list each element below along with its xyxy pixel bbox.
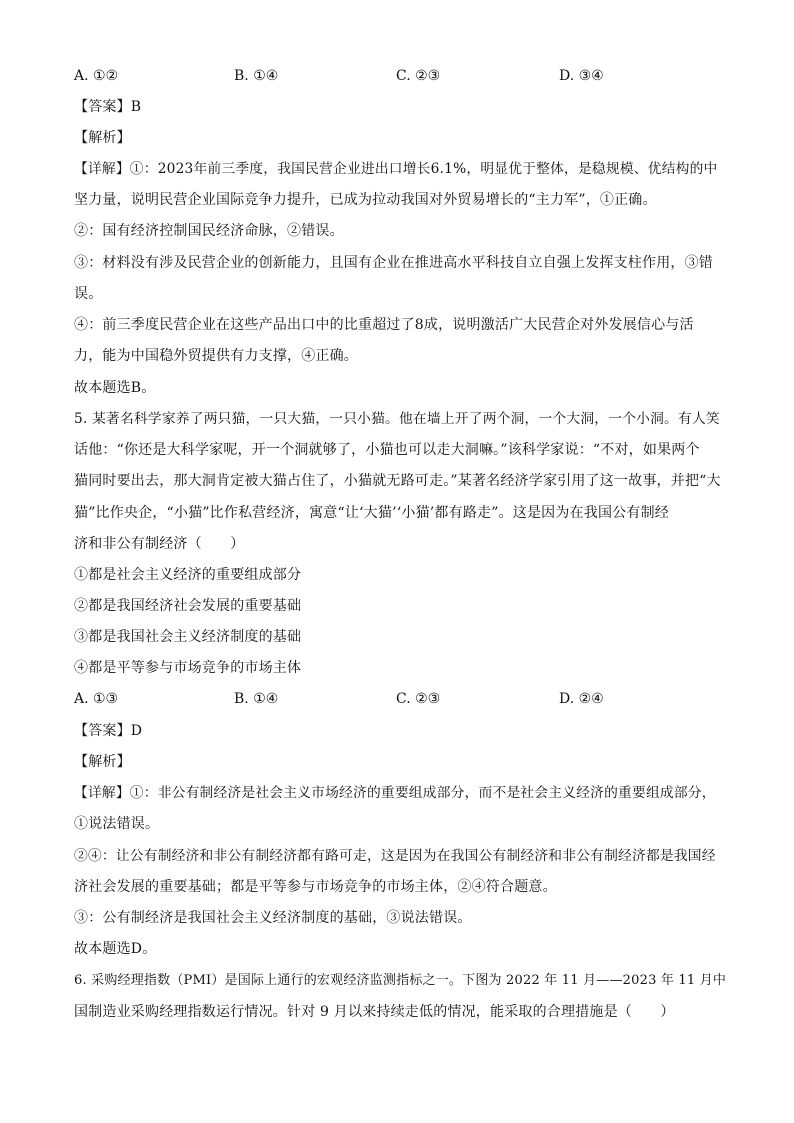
q4-option-c: C. ②③ — [396, 68, 441, 84]
q4-option-b: B. ①④ — [234, 68, 279, 84]
q5-detail-line: ①说法错误。 — [74, 816, 160, 832]
q5-options — [74, 689, 734, 709]
q5-statement: ①都是社会主义经济的重要组成部分 — [74, 567, 302, 583]
q5-statement: ④都是平等参与市场竞争的市场主体 — [74, 660, 302, 676]
q4-detail-line: ④：前三季度民营企业在这些产品出口中的比重超过了8成，说明激活广大民营企对外发展信心与活 — [74, 317, 694, 333]
q4-detail-line: 【详解】①：2023年前三季度，我国民营企业进出口增长6.1%，明显优于整体，是稳规模、优结构的中 — [74, 161, 718, 177]
q5-statement: ②都是我国经济社会发展的重要基础 — [74, 598, 302, 614]
q4-option-a: A. ①② — [74, 68, 119, 84]
q4-detail-line: 坚力量，说明民营企业国际竞争力提升，已成为拉动我国对外贸易增长的“主力军”，①正确。 — [74, 192, 657, 208]
q5-stem-line: 济和非公有制经济（ ） — [74, 536, 245, 552]
q5-option-a: A. ①③ — [74, 691, 119, 707]
q4-answer: 【答案】B — [74, 99, 142, 115]
q4-detail-line: ③：材料没有涉及民营企业的创新能力，且国有企业在推进高水平科技自立自强上发挥支柱作用，③错 — [74, 255, 713, 271]
q5-option-d: D. ②④ — [559, 691, 604, 707]
q5-detail-line: 【详解】①：非公有制经济是社会主义市场经济的重要组成部分，而不是社会主义经济的重要组成部分， — [74, 785, 716, 801]
q6-stem-line: 6. 采购经理指数（PMI）是国际上通行的宏观经济监测指标之一。下图为 2022 年 11 月——2023 年 11 月中 — [74, 973, 727, 988]
q5-analysis-label: 【解析】 — [74, 754, 131, 770]
q5-conclusion: 故本题选D。 — [74, 941, 157, 957]
q5-statement: ③都是我国社会主义经济制度的基础 — [74, 629, 302, 645]
q4-detail-line: 误。 — [74, 286, 103, 302]
q5-detail-line: ②④：让公有制经济和非公有制经济都有路可走，这是因为在我国公有制经济和非公有制经济都是我国经 — [74, 848, 716, 864]
q5-detail-line: ③：公有制经济是我国社会主义经济制度的基础，③说法错误。 — [74, 910, 472, 926]
q5-option-c: C. ②③ — [396, 691, 441, 707]
q4-analysis-label: 【解析】 — [74, 130, 131, 146]
q5-stem-line: 猫同时要出去，那大洞肯定被大猫占住了，小猫就无路可走。”某著名经济学家引用了这一故事，并把“大 — [74, 473, 721, 489]
q5-stem-line: 话他：“你还是大科学家呢，开一个洞就够了，小猫也可以走大洞嘛。”该科学家说：“不对，如果两个 — [74, 442, 700, 458]
q4-options — [74, 66, 734, 86]
q6-stem-line: 国制造业采购经理指数运行情况。针对 9 月以来持续走低的情况，能采取的合理措施是（ ） — [74, 1004, 675, 1020]
q4-conclusion: 故本题选B。 — [74, 380, 156, 396]
q5-detail-line: 济社会发展的重要基础；都是平等参与市场竞争的市场主体，②④符合题意。 — [74, 879, 557, 895]
q4-detail-line: ②：国有经济控制国民经济命脉，②错误。 — [74, 223, 344, 239]
q5-stem-line: 猫”比作央企，“小猫”比作私营经济，寓意“让‘大猫’‘小猫’都有路走”。这是因为在我国公有制经 — [74, 505, 669, 521]
q5-answer: 【答案】D — [74, 723, 143, 739]
q4-option-d: D. ③④ — [559, 68, 604, 84]
q4-detail-line: 力，能为中国稳外贸提供有力支撑，④正确。 — [74, 348, 358, 364]
q5-option-b: B. ①④ — [234, 691, 279, 707]
q5-stem-line: 5. 某著名科学家养了两只猫，一只大猫，一只小猫。他在墙上开了两个洞，一个大洞，一个小洞。有人笑 — [74, 411, 720, 427]
